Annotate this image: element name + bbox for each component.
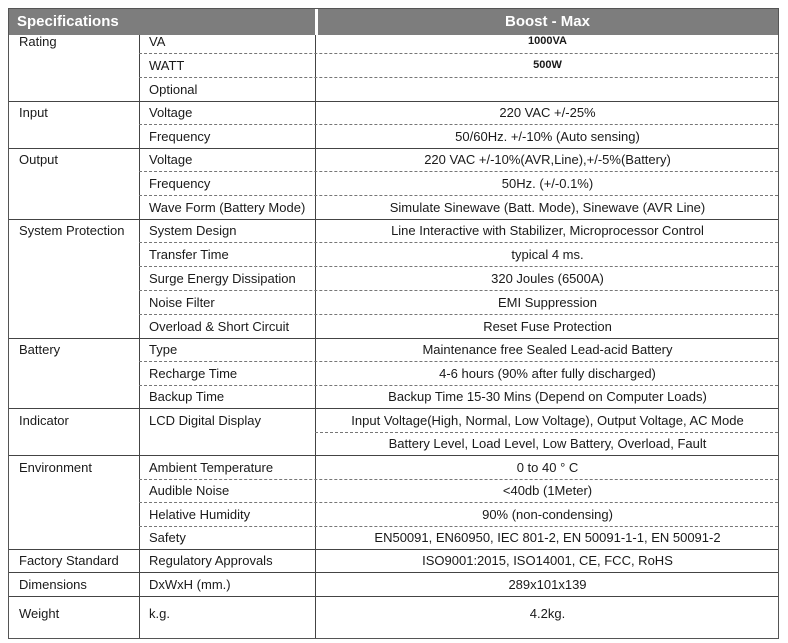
spec-value: 320 Joules (6500A) xyxy=(491,270,604,286)
spec-value: 220 VAC +/-25% xyxy=(499,105,596,120)
row-divider xyxy=(139,385,778,386)
row-divider xyxy=(139,479,778,480)
row-divider xyxy=(315,432,778,433)
row-divider xyxy=(139,502,778,503)
group-divider xyxy=(9,572,778,573)
table-row xyxy=(9,148,778,171)
header-specifications: Specifications xyxy=(17,13,119,30)
group-divider xyxy=(9,338,778,339)
spec-item: WATT xyxy=(149,57,185,73)
spec-value: 50/60Hz. +/-10% (Auto sensing) xyxy=(455,128,640,144)
table-row xyxy=(9,526,778,549)
group-divider xyxy=(9,549,778,550)
spec-category: Output xyxy=(19,152,59,167)
spec-item: Voltage xyxy=(149,152,193,167)
specifications-table xyxy=(8,8,779,639)
spec-value: 289x101x139 xyxy=(508,576,587,592)
spec-value: Backup Time 15-30 Mins (Depend on Computer Loads) xyxy=(388,389,707,404)
spec-value: 4.2kg. xyxy=(529,605,566,621)
table-row xyxy=(9,266,778,290)
table-row xyxy=(9,219,778,242)
spec-item: Audible Noise xyxy=(149,483,230,498)
spec-item: VA xyxy=(149,33,166,49)
spec-value: Maintenance free Sealed Lead-acid Battery xyxy=(422,342,673,357)
spec-value: typical 4 ms. xyxy=(511,246,584,262)
spec-item: Frequency xyxy=(149,175,211,191)
spec-category: Rating xyxy=(19,33,57,49)
row-divider xyxy=(139,77,778,78)
table-row xyxy=(9,408,778,432)
spec-item: Backup Time xyxy=(149,389,225,404)
table-row xyxy=(9,124,778,148)
table-row xyxy=(9,314,778,338)
spec-value: 220 VAC +/-10%(AVR,Line),+/-5%(Battery) xyxy=(424,152,671,167)
spec-value: ISO9001:2015, ISO14001, CE, FCC, RoHS xyxy=(422,553,673,568)
table-row xyxy=(9,455,778,479)
row-divider xyxy=(139,314,778,315)
spec-item: Transfer Time xyxy=(149,246,229,262)
table-row xyxy=(9,101,778,124)
spec-item: Wave Form (Battery Mode) xyxy=(149,199,306,215)
spec-item: Frequency xyxy=(149,128,211,144)
table-row xyxy=(9,53,778,77)
table-row xyxy=(9,338,778,361)
spec-value: 90% (non-condensing) xyxy=(482,506,613,522)
spec-value: <40db (1Meter) xyxy=(502,483,593,498)
spec-category: Environment xyxy=(19,459,92,475)
spec-item: LCD Digital Display xyxy=(149,412,261,428)
spec-item: Overload & Short Circuit xyxy=(149,318,290,334)
spec-category: System Protection xyxy=(19,223,125,238)
table-row xyxy=(9,479,778,502)
table-row xyxy=(9,596,778,630)
spec-value: EMI Suppression xyxy=(498,294,597,310)
spec-category: Weight xyxy=(19,605,60,621)
spec-value: 50Hz. (+/-0.1%) xyxy=(501,175,594,191)
spec-value: 4-6 hours (90% after fully discharged) xyxy=(439,365,656,381)
table-row xyxy=(9,385,778,408)
table-row xyxy=(9,242,778,266)
spec-category: Dimensions xyxy=(19,576,87,592)
header-model-name: Boost - Max xyxy=(504,13,590,30)
row-divider xyxy=(139,53,778,54)
spec-item: Ambient Temperature xyxy=(149,459,274,475)
row-divider xyxy=(139,195,778,196)
row-divider xyxy=(139,361,778,362)
table-row xyxy=(9,502,778,526)
spec-item: Voltage xyxy=(149,105,193,120)
row-divider xyxy=(139,266,778,267)
table-row xyxy=(9,290,778,314)
spec-category: Indicator xyxy=(19,412,69,428)
spec-value: 1000VA xyxy=(528,35,567,47)
spec-item: Regulatory Approvals xyxy=(149,553,273,568)
row-divider xyxy=(139,526,778,527)
group-divider xyxy=(9,148,778,149)
table-row xyxy=(9,549,778,572)
group-divider xyxy=(9,408,778,409)
spec-item: Surge Energy Dissipation xyxy=(149,270,296,286)
row-divider xyxy=(139,290,778,291)
spec-value: Simulate Sinewave (Batt. Mode), Sinewave (AVR Line) xyxy=(389,199,706,215)
spec-value: Input Voltage(High, Normal, Low Voltage), Output Voltage, AC Mode xyxy=(351,412,744,428)
table-row xyxy=(9,572,778,596)
spec-value: Reset Fuse Protection xyxy=(483,318,612,334)
spec-item: Recharge Time xyxy=(149,365,238,381)
spec-item: Noise Filter xyxy=(149,294,215,310)
spec-value: 500W xyxy=(533,59,562,71)
row-divider xyxy=(139,171,778,172)
spec-item: System Design xyxy=(149,223,237,238)
spec-item: Safety xyxy=(149,530,186,545)
table-row xyxy=(9,171,778,195)
table-row xyxy=(9,361,778,385)
spec-category: Input xyxy=(19,105,48,120)
spec-value: Line Interactive with Stabilizer, Microprocessor Control xyxy=(391,223,704,238)
spec-item: Helative Humidity xyxy=(149,506,251,522)
spec-value xyxy=(317,77,778,101)
group-divider xyxy=(9,219,778,220)
spec-item: Optional xyxy=(149,81,198,97)
spec-item: Type xyxy=(149,342,178,357)
table-row xyxy=(9,195,778,219)
group-divider xyxy=(9,101,778,102)
table-row xyxy=(9,29,778,53)
spec-item: k.g. xyxy=(149,605,170,621)
spec-category: Factory Standard xyxy=(19,553,119,568)
spec-category: Battery xyxy=(19,342,61,357)
spec-value: 0 to 40 ° C xyxy=(516,459,579,475)
spec-item: DxWxH (mm.) xyxy=(149,576,231,592)
spec-value: EN50091, EN60950, IEC 801-2, EN 50091-1-1, EN 50091-2 xyxy=(374,530,721,545)
row-divider xyxy=(139,242,778,243)
table-row xyxy=(9,77,778,101)
row-divider xyxy=(139,124,778,125)
group-divider xyxy=(9,455,778,456)
spec-value: Battery Level, Load Level, Low Battery, Overload, Fault xyxy=(388,436,707,451)
table-row xyxy=(9,432,778,455)
group-divider xyxy=(9,596,778,597)
